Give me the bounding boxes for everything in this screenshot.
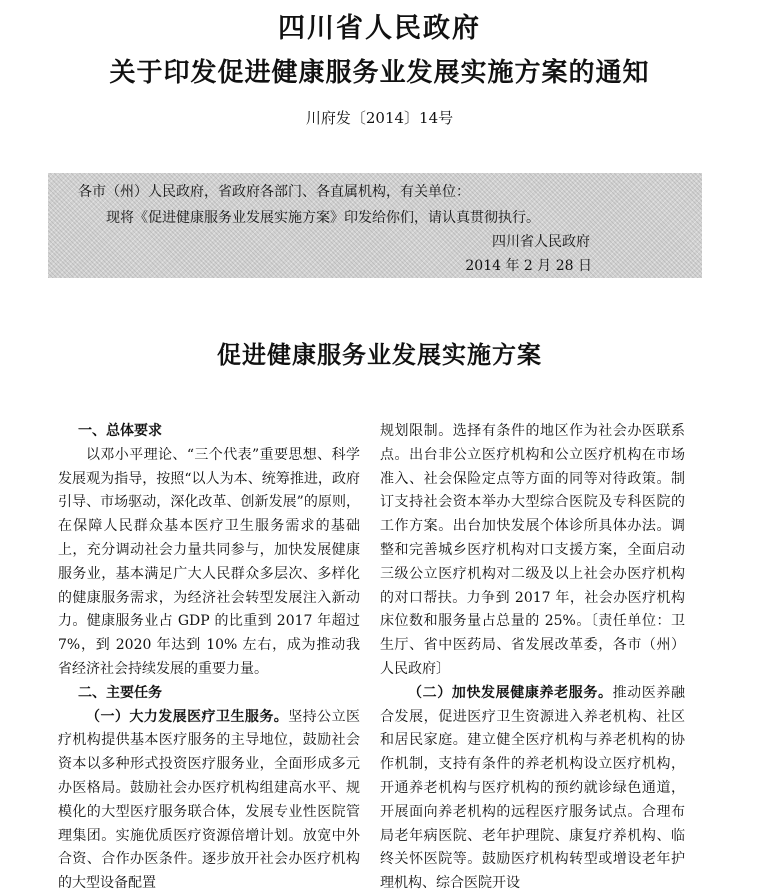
task-1-continued-paragraph: 规划限制。选择有条件的地区作为社会办医联系点。出台非公立医疗机构和公立医疗机构在市场准入、社会保险定点等方面的同等对待政策。制订支持社会资本举办大型综合医院及专科医院的工作方案。出台加快发展个体诊所具体办法。调整和完善城乡医疗机构对口支援方案，全面启动三级公立医疗机构对二级及以上社会办医疗机构的对口帮扶。力争到 2017 年，社会办医疗机构床位数和服务量占总量的 25%。〔责任单位：卫生厅、省中医药局、省发展改革委，各市（州）人民政府〕 <box>380 423 685 677</box>
task-2-body: 推动医养融合发展，促进医疗卫生资源进入养老机构、社区和居民家庭。建立健全医疗机构与养老机构的协作机制，支持有条件的养老机构设立医疗机构，开通养老机构与医疗机构的预约就诊绿色通道，开展面向养老机构的远程医疗服务试点。合理布局老年病医院、老年护理院、康复疗养机构、临终关怀医院等。鼓励医疗机构转型或增设老年护理机构、综合医院开设 <box>380 684 686 892</box>
plan-title: 促进健康服务业发展实施方案 <box>217 340 542 369</box>
notice-body: 现将《促进健康服务业发展实施方案》印发给你们，请认真贯彻执行。 <box>106 210 540 226</box>
notice-addressees: 各市（州）人民政府，省政府各部门、各直属机构，有关单位： <box>78 184 470 200</box>
task-1-title: （一）大力发展医疗卫生服务。 <box>86 708 289 725</box>
notice-title-line2: 关于印发促进健康服务业发展实施方案的通知 <box>109 58 650 88</box>
general-requirements-paragraph: 以邓小平理论、“三个代表”重要思想、科学发展观为指导，按照“以人为本、统筹推进，政府引导、市场驱动，深化改革、创新发展”的原则，在保障人民群众基本医疗卫生服务需求的基础上，充分调动社会力量共同参与，加快发展健康服务业，基本满足广大人民群众多层次、多样化的健康服务需求，为经济社会转型发展注入新动力。健康服务业占 GDP 的比重到 2017 年超过 7%，到 2020 年达到 10% 左右，成为推动我省经济社会持续发展的重要力量。 <box>58 446 360 677</box>
task-1-body: 坚持公立医疗机构提供基本医疗服务的主导地位，鼓励社会资本以多种形式投资医疗服务业，全面形成多元办医格局。鼓励社会办医疗机构组建高水平、规模化的大型医疗服务联合体，发展专业性医院管理集团。实施优质医疗资源倍增计划。放宽中外合资、合作办医条件。逐步放开社会办医疗机构的大型设备配置 <box>58 708 361 892</box>
notice-issuer: 四川省人民政府 <box>492 234 590 250</box>
notice-box <box>48 173 702 278</box>
section-heading-general: 一、总体要求 <box>78 423 162 439</box>
task-1-paragraph <box>58 706 360 896</box>
section-heading-tasks: 二、主要任务 <box>78 684 162 701</box>
task-2-paragraph <box>380 682 685 896</box>
document-number: 川府发〔2014〕14号 <box>305 109 454 127</box>
task-2-title: （二）加快发展健康养老服务。 <box>408 684 613 701</box>
notice-title-line1: 四川省人民政府 <box>278 13 481 44</box>
notice-date: 2014 年 2 月 28 日 <box>465 258 592 274</box>
right-column <box>380 420 685 896</box>
left-column <box>58 420 360 896</box>
